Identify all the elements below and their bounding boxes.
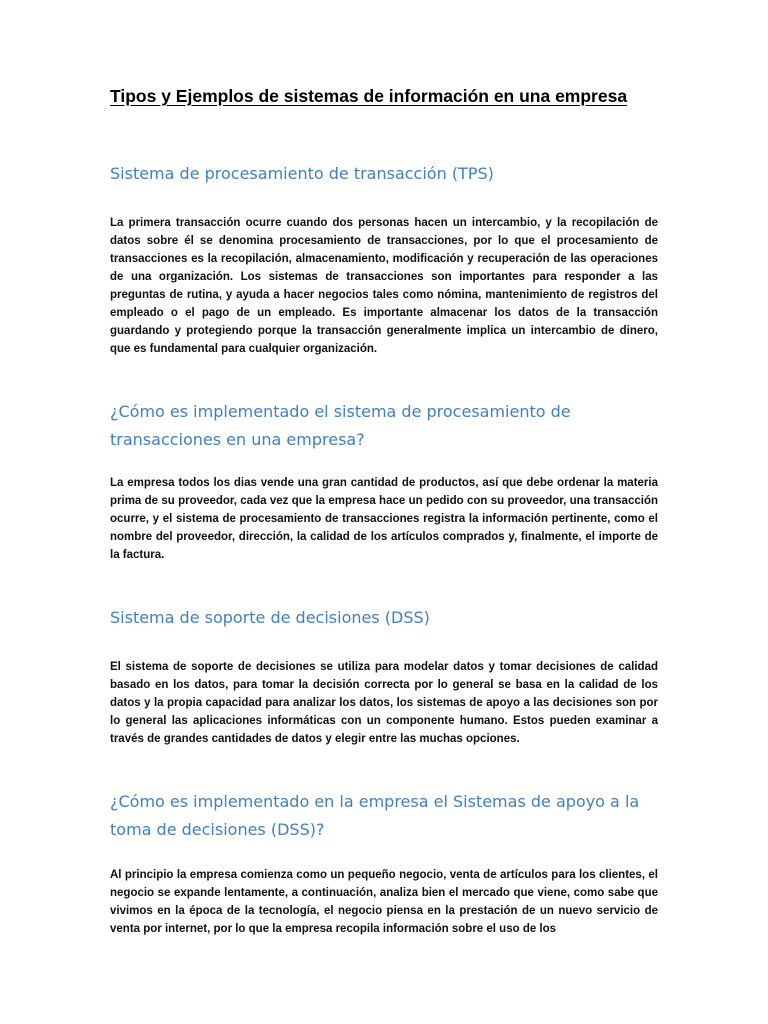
- section-paragraph-tps-implementation: La empresa todos los dias vende una gran cantidad de productos, así que debe ordenar la materia prima de su proveedor, cada vez que la empresa hace un pedido con su proveedor, una transacción ocurre, y el sistema de procesamiento de transacciones registra la información pertinente, como el nombre del proveedor, dirección, la calidad de los artículos comprados y, finalmente, el importe de la factura.: [110, 477, 658, 561]
- document-title: Tipos y Ejemplos de sistemas de información en una empresa: [110, 86, 628, 106]
- section-heading-dss: Sistema de soporte de decisiones (DSS): [110, 608, 430, 627]
- section-heading-tps-implementation: ¿Cómo es implementado el sistema de procesamiento de transacciones en una empresa?: [110, 402, 571, 449]
- section-heading-tps: Sistema de procesamiento de transacción (TPS): [110, 164, 494, 183]
- section-heading-dss-implementation: ¿Cómo es implementado en la empresa el Sistemas de apoyo a la toma de decisiones (DSS)?: [110, 792, 640, 839]
- section-paragraph-tps: La primera transacción ocurre cuando dos personas hacen un intercambio, y la recopilación de datos sobre él se denomina procesamiento de transacciones, por lo que el procesamiento de transacciones es la recopilación, almacenamiento, modificación y recuperación de las operaciones de una organización. Los sistemas de transacciones son importantes para responder a las preguntas de rutina, y ayuda a hacer negocios tales como nómina, mantenimiento de registros del empleado o el pago de un empleado. Es importante almacenar los datos de la transacción guardando y protegiendo porque la transacción generalmente implica un intercambio de dinero, que es fundamental para cualquier organización.: [110, 217, 658, 355]
- section-paragraph-dss-implementation: Al principio la empresa comienza como un pequeño negocio, venta de artículos para los clientes, el negocio se expande lentamente, a continuación, analiza bien el mercado que viene, como sabe que vivimos en la época de la tecnología, el negocio piensa en la prestación de un nuevo servicio de venta por internet, por lo que la empresa recopila información sobre el uso de los: [110, 869, 658, 935]
- section-paragraph-dss: El sistema de soporte de decisiones se utiliza para modelar datos y tomar decisiones de calidad basado en los datos, para tomar la decisión correcta por lo general se basa en la calidad de los datos y la propia capacidad para analizar los datos, los sistemas de apoyo a las decisiones son por lo general las aplicaciones informáticas con un componente humano. Estos pueden examinar a través de grandes cantidades de datos y elegir entre las muchas opciones.: [110, 661, 658, 745]
